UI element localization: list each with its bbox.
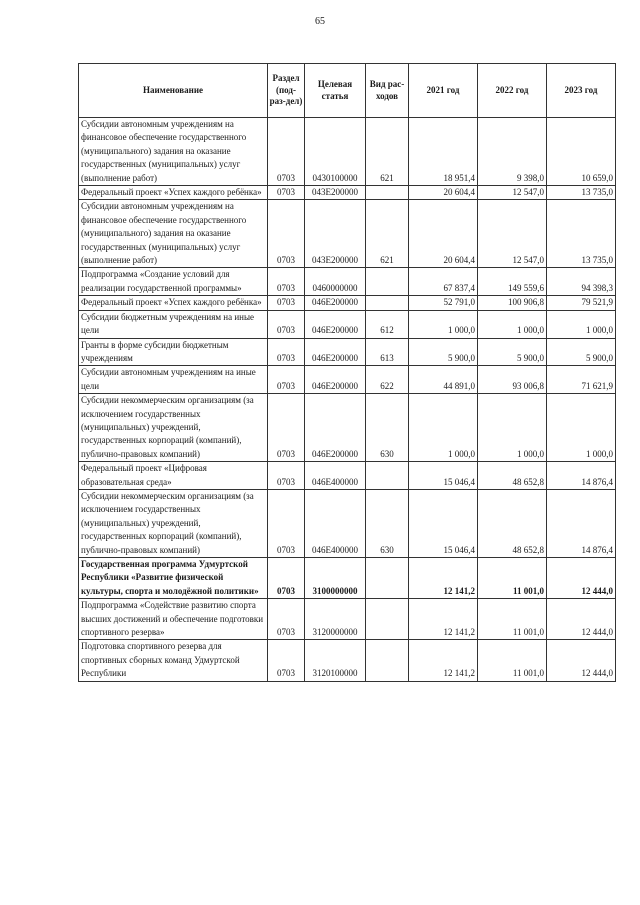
row-section: 0703	[268, 296, 305, 310]
header-2021: 2021 год	[409, 64, 478, 118]
header-section: Раздел (под-раз-дел)	[268, 64, 305, 118]
row-target: 046E200000	[305, 310, 366, 338]
row-value-2022: 12 547,0	[478, 186, 547, 200]
table-row	[79, 268, 616, 296]
table-row	[79, 118, 616, 186]
row-value-2022: 9 398,0	[478, 118, 547, 186]
table-row	[79, 310, 616, 338]
row-value-2021: 67 837,4	[409, 268, 478, 296]
row-value-2023: 5 900,0	[547, 338, 616, 366]
row-kind: 630	[366, 489, 409, 557]
row-name: Подпрограмма «Содействие развитию спорта высших достижений и обеспечение подготовки спортивного резерва»	[79, 599, 268, 640]
table-body	[79, 118, 616, 682]
row-kind	[366, 296, 409, 310]
table-row	[79, 338, 616, 366]
row-target: 046E400000	[305, 462, 366, 490]
row-name: Субсидии автономным учреждениям на иные цели	[79, 366, 268, 394]
row-kind: 621	[366, 118, 409, 186]
table-row	[79, 640, 616, 681]
row-value-2022: 12 547,0	[478, 200, 547, 268]
row-section: 0703	[268, 338, 305, 366]
budget-table	[78, 63, 616, 682]
row-kind	[366, 186, 409, 200]
row-kind	[366, 640, 409, 681]
row-name: Субсидии некоммерческим организациям (за исключением государственных (муниципальных) учреждений, государственных корпораций (компаний), публично-правовых компаний)	[79, 394, 268, 462]
header-2023: 2023 год	[547, 64, 616, 118]
row-target: 3120100000	[305, 640, 366, 681]
row-section: 0703	[268, 599, 305, 640]
row-kind: 622	[366, 366, 409, 394]
row-section: 0703	[268, 489, 305, 557]
row-section: 0703	[268, 640, 305, 681]
table-header-row	[79, 64, 616, 118]
page-number: 65	[315, 16, 325, 27]
row-kind: 613	[366, 338, 409, 366]
row-target: 043E200000	[305, 186, 366, 200]
row-kind	[366, 268, 409, 296]
row-section: 0703	[268, 310, 305, 338]
row-value-2021: 15 046,4	[409, 462, 478, 490]
row-value-2022: 1 000,0	[478, 310, 547, 338]
row-name: Подготовка спортивного резерва для спортивных сборных команд Удмуртской Республики	[79, 640, 268, 681]
row-name: Федеральный проект «Успех каждого ребёнка»	[79, 296, 268, 310]
row-value-2021: 1 000,0	[409, 310, 478, 338]
row-value-2023: 12 444,0	[547, 640, 616, 681]
row-value-2023: 14 876,4	[547, 462, 616, 490]
row-value-2021: 5 900,0	[409, 338, 478, 366]
row-value-2021: 12 141,2	[409, 640, 478, 681]
row-value-2022: 149 559,6	[478, 268, 547, 296]
row-value-2023: 12 444,0	[547, 558, 616, 599]
row-value-2022: 11 001,0	[478, 558, 547, 599]
row-value-2021: 15 046,4	[409, 489, 478, 557]
row-section: 0703	[268, 268, 305, 296]
row-target: 046E200000	[305, 338, 366, 366]
table-row	[79, 462, 616, 490]
row-value-2023: 94 398,3	[547, 268, 616, 296]
header-name: Наименование	[79, 64, 268, 118]
table-row	[79, 394, 616, 462]
row-name: Подпрограмма «Создание условий для реализации государственной программы»	[79, 268, 268, 296]
row-value-2022: 100 906,8	[478, 296, 547, 310]
row-value-2023: 10 659,0	[547, 118, 616, 186]
header-kind: Вид рас-ходов	[366, 64, 409, 118]
table-row	[79, 296, 616, 310]
row-value-2022: 11 001,0	[478, 640, 547, 681]
header-target: Целевая статья	[305, 64, 366, 118]
row-target: 3120000000	[305, 599, 366, 640]
row-value-2021: 52 791,0	[409, 296, 478, 310]
row-target: 046E200000	[305, 394, 366, 462]
row-target: 0430100000	[305, 118, 366, 186]
row-kind: 630	[366, 394, 409, 462]
row-value-2022: 11 001,0	[478, 599, 547, 640]
row-name: Субсидии автономным учреждениям на финансовое обеспечение государственного (муниципального) задания на оказание государственных (муниципальных) услуг (выполнение работ)	[79, 118, 268, 186]
row-value-2021: 44 891,0	[409, 366, 478, 394]
row-value-2021: 12 141,2	[409, 599, 478, 640]
row-value-2023: 79 521,9	[547, 296, 616, 310]
row-name: Федеральный проект «Успех каждого ребёнка»	[79, 186, 268, 200]
row-value-2023: 13 735,0	[547, 200, 616, 268]
row-target: 046E200000	[305, 296, 366, 310]
row-section: 0703	[268, 462, 305, 490]
row-target: 046E200000	[305, 366, 366, 394]
row-name: Гранты в форме субсидии бюджетным учреждениям	[79, 338, 268, 366]
row-section: 0703	[268, 366, 305, 394]
row-name: Субсидии некоммерческим организациям (за исключением государственных (муниципальных) учреждений, государственных корпораций (компаний), публично-правовых компаний)	[79, 489, 268, 557]
row-kind	[366, 558, 409, 599]
row-target: 046E400000	[305, 489, 366, 557]
row-value-2022: 48 652,8	[478, 462, 547, 490]
row-kind: 621	[366, 200, 409, 268]
table-row	[79, 366, 616, 394]
row-value-2021: 20 604,4	[409, 200, 478, 268]
row-value-2021: 12 141,2	[409, 558, 478, 599]
row-name: Субсидии автономным учреждениям на финансовое обеспечение государственного (муниципального) задания на оказание государственных (муниципальных) услуг (выполнение работ)	[79, 200, 268, 268]
row-section: 0703	[268, 558, 305, 599]
row-kind	[366, 599, 409, 640]
row-value-2022: 48 652,8	[478, 489, 547, 557]
row-kind: 612	[366, 310, 409, 338]
row-value-2022: 5 900,0	[478, 338, 547, 366]
table-row	[79, 186, 616, 200]
row-value-2021: 18 951,4	[409, 118, 478, 186]
row-value-2023: 12 444,0	[547, 599, 616, 640]
row-target: 043E200000	[305, 200, 366, 268]
row-section: 0703	[268, 118, 305, 186]
row-target: 0460000000	[305, 268, 366, 296]
row-value-2023: 13 735,0	[547, 186, 616, 200]
row-value-2023: 71 621,9	[547, 366, 616, 394]
row-section: 0703	[268, 200, 305, 268]
row-name: Государственная программа Удмуртской Республики «Развитие физической культуры, спорта и молодёжной политики»	[79, 558, 268, 599]
row-kind	[366, 462, 409, 490]
row-section: 0703	[268, 186, 305, 200]
row-value-2022: 93 006,8	[478, 366, 547, 394]
row-value-2023: 1 000,0	[547, 394, 616, 462]
row-target: 3100000000	[305, 558, 366, 599]
row-name: Субсидии бюджетным учреждениям на иные цели	[79, 310, 268, 338]
table-row	[79, 200, 616, 268]
row-value-2021: 20 604,4	[409, 186, 478, 200]
table-row	[79, 489, 616, 557]
header-2022: 2022 год	[478, 64, 547, 118]
row-value-2023: 1 000,0	[547, 310, 616, 338]
row-section: 0703	[268, 394, 305, 462]
table-row	[79, 558, 616, 599]
table-row	[79, 599, 616, 640]
row-name: Федеральный проект «Цифровая образовательная среда»	[79, 462, 268, 490]
row-value-2023: 14 876,4	[547, 489, 616, 557]
row-value-2022: 1 000,0	[478, 394, 547, 462]
row-value-2021: 1 000,0	[409, 394, 478, 462]
